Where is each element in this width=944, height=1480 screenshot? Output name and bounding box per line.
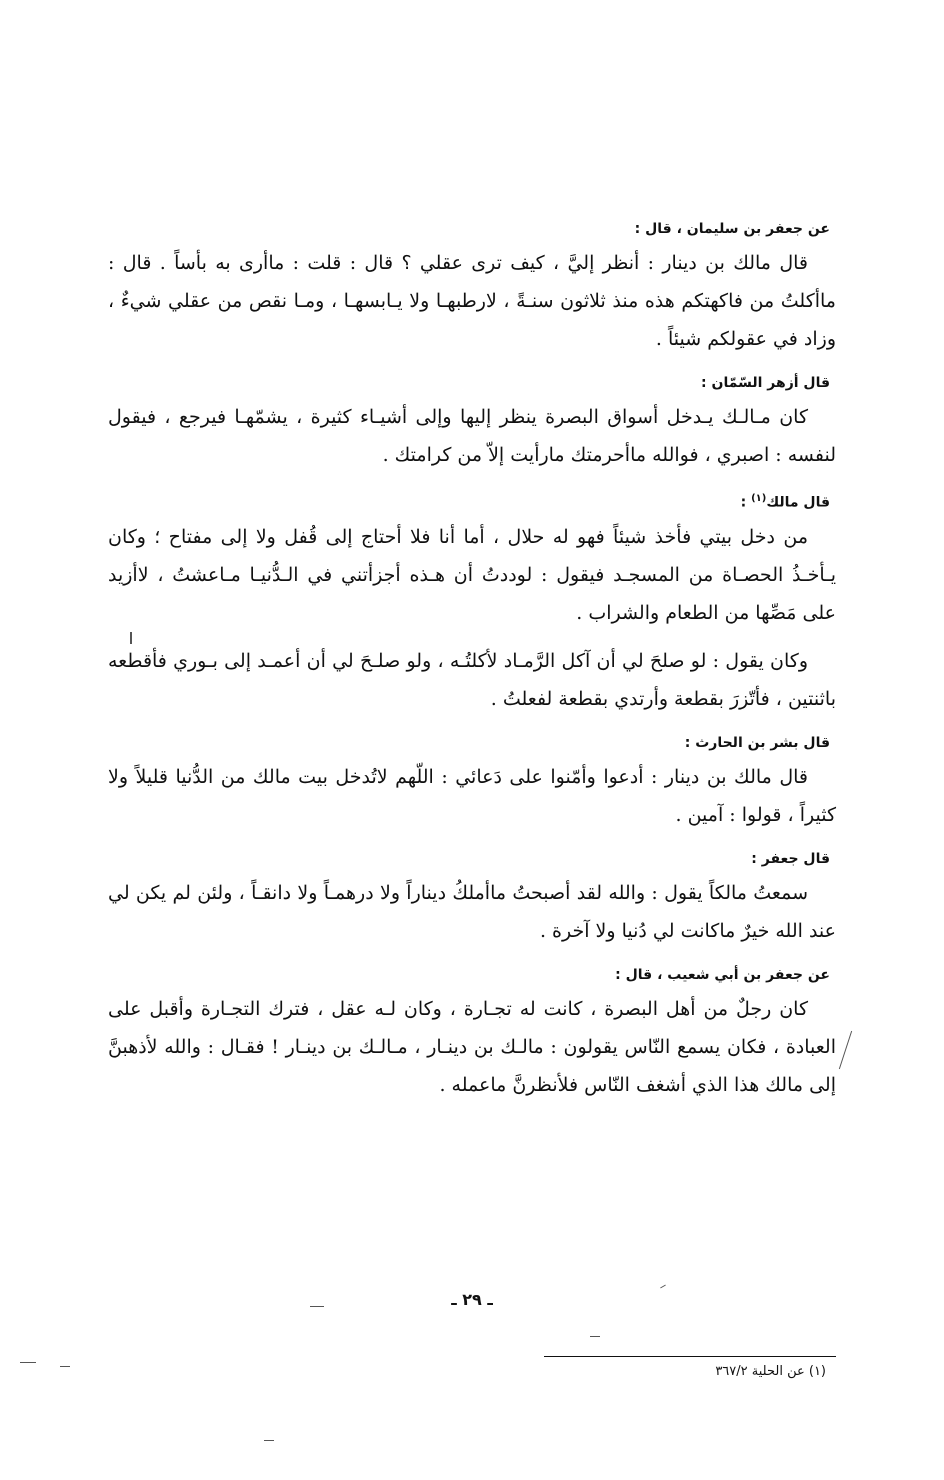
section-heading: قال جعفر : [751,850,830,867]
section-jafar [108,848,836,950]
paragraph: وكان يقول : لو صلحَ لي أن آكل الرَّمـاد لأكلتُـه ، ولو صلـحَ لي أن أعمـد إلى بـوري فأقطعه باثنتين ، فأتّزرَ بقطعة وأرتدي بقطعة لفعلتُ . [108,649,836,710]
page-number: ـ ٢٩ ـ [451,1290,493,1309]
section-malik [108,488,836,718]
footnote: (١) عن الحلية ٣٦٧/٢ [715,1364,826,1379]
scan-speck [310,1306,324,1307]
page-body [108,218,836,1104]
paragraph: قال مالك بن دينار : أنظر إليَّ ، كيف ترى عقلي ؟ قال : قلت : ماأرى به بأساً . قال : ماأكلتُ من فاكهتكم هذه منذ ثلاثون سنـةً ، لارطبهـا ولا يـابسهـا ، ومـا نقص من عقلي شيءٌ ، وزاد في عقولكم شيئاً . [108,252,836,350]
scan-speck [590,1336,600,1337]
section-bishr-ibn-al-harith [108,732,836,834]
heading-text: قال مالك [766,494,830,511]
footnote-marker: (١) [751,493,767,504]
paragraph: سمعتُ مالكاً يقول : والله لقد أصبحتُ ماأملكُ ديناراً ولا درهمـاً ولا دانقـاً ، ولئن لم يكن لي عند الله خيرٌ ماكانت لي دُنيا ولا آخرة . [108,881,836,942]
scan-speck [60,1366,70,1367]
heading-tail: : [740,494,752,511]
paragraph: قال مالك بن دينار : أدعوا وأمّنوا على دَعائي : اللّهم لاتُدخل بيت مالك من الدُّنيا قليلاً ولا كثيراً ، قولوا : آمين . [108,765,836,826]
section-heading: قال بشر بن الحارث : [684,734,830,751]
footnote-divider [544,1356,836,1357]
paragraph: كان مـالـك يـدخل أسواق البصرة ينظر إليها وإلى أشيـاء كثيرة ، يشمّهـا فيرجع ، فيقول لنفسه : اصبري ، فوالله ماأحرمتك مارأيت إلاّ من كرامتك . [108,406,836,466]
scan-speck [660,1285,666,1289]
section-heading: قال أزهر السّمّان : [701,375,830,391]
section-heading: عن جعفر بن أبي شعيب ، قال : [615,966,830,983]
scan-speck [264,1440,274,1441]
scan-speck [20,1362,36,1363]
scan-speck [839,1031,852,1069]
section-heading [108,488,836,514]
section-jafar-ibn-abi-shuayb [108,964,836,1104]
paragraph: كان رجلٌ من أهل البصرة ، كانت له تجـارة ، وكان لـه عقل ، فترك التجـارة وأقبل على العبادة ، فكان يسمع النّاس يقولون : مالـك بن دينـار ، مـالـك بن دينـار ! فقـال : والله لأذهبنَّ إلى مالك هذا الذي أشغف النّاس فلأنظرنَّ ماعمله . [108,997,836,1096]
section-azhar-al-samman [108,372,836,474]
scan-speck [130,632,132,644]
section-heading: عن جعفر بن سليمان ، قال : [634,221,830,237]
paragraph: من دخل بيتي فأخذ شيئاً فهو له حلال ، أما أنا فلا أحتاج إلى قُفل ولا إلى مفتاح ؛ وكان يـأخـذُ الحصـاة من المسجـد فيقول : لوددتُ أن هـذه أجزأتني في الـدُّنيـا مـاعشتُ ، لاأزيد على مَصِّها من الطعام والشراب . [108,525,836,624]
section-jafar-ibn-sulayman [108,218,836,358]
